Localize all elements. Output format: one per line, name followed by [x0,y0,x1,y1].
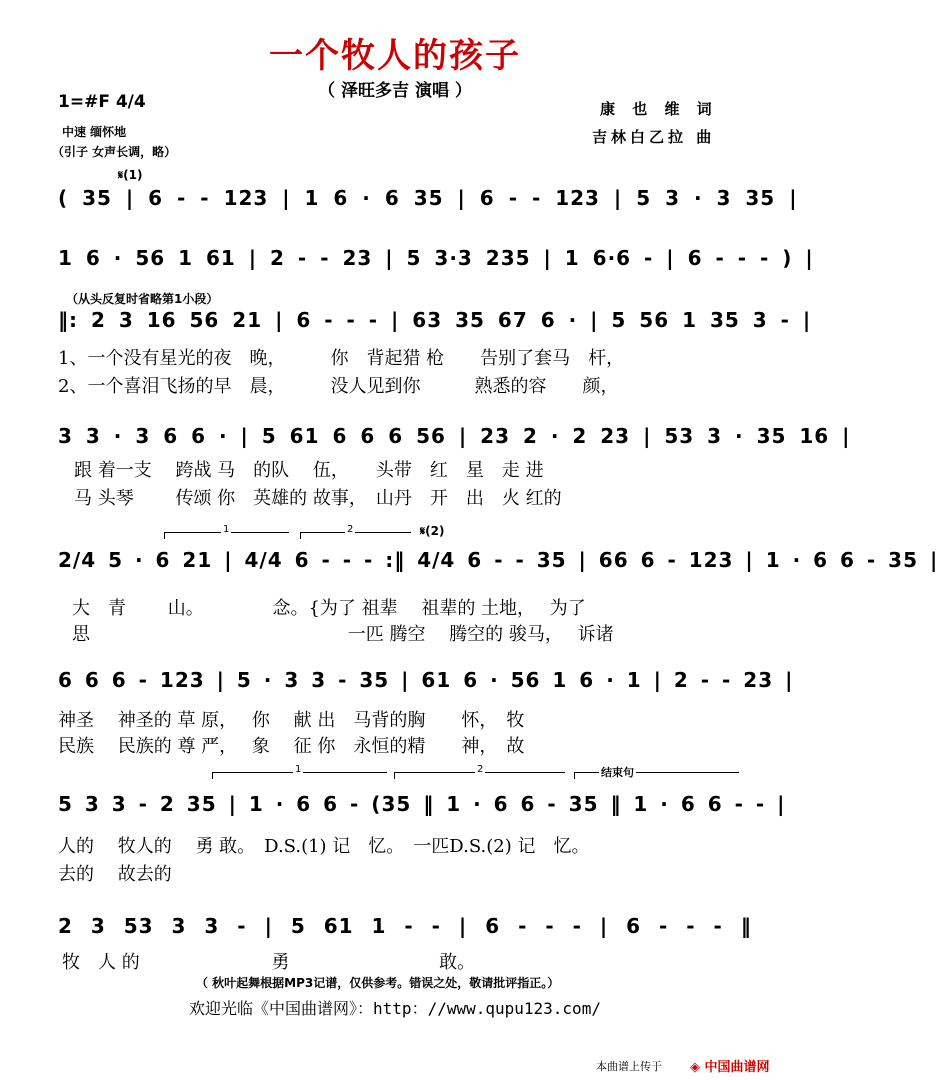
score-row-6: 6 6 6 - 123 | 5 · 3 3 - 35 | 61 6 · 56 1 6 · 1 | 2 - - 23 | [58,668,794,692]
key-signature: 1=#F 4/4 [58,92,146,112]
lyric-row-5-verse-2: 思 一匹 腾空 腾空的 骏马， 诉诸 [72,624,614,645]
ending-bracket: 结束句 [574,772,739,779]
brand-name: 中国曲谱网 [704,1060,770,1075]
score-row-5: 2/4 5 · 6 21 | 4/4 6 - - - :‖ 4/4 6 - - 35 | 66 6 - 123 | 1 · 6 6 - 35 | [58,548,938,572]
brand-icon: ◈ [690,1060,700,1075]
segno-sign-2: 𝄋(2) [420,524,445,538]
volta-bracket-2b: 2 [394,772,565,779]
lyric-row-6-verse-2: 民族 民族的 尊 严， 象 征 你 永恒的精 神， 故 [58,736,525,757]
volta-bracket-2: 2 [300,532,411,539]
segno-sign-1: 𝄋(1) [118,168,143,182]
lyric-row-4-verse-2: 马 头琴 传颂 你 英雄的 故事， 山丹 开 出 火 红的 [74,488,562,509]
lyric-row-4-verse-1: 跟 着一支 跨战 马 的队 伍， 头带 红 星 走 进 [74,460,544,481]
score-row-8: 2 3 53 3 3 - | 5 61 1 - - | 6 - - - | 6 - - - ‖ [58,914,752,938]
volta-bracket-1b: 1 [212,772,387,779]
welcome-link[interactable]: 欢迎光临《中国曲谱网》：http：//www.qupu123.com/ [189,999,601,1018]
volta-bracket-1: 1 [164,532,289,539]
score-row-3: ‖: 2 3 16 56 21 | 6 - - - | 63 35 67 6 · | 5 56 1 35 3 - | [58,308,812,332]
score-row-2: 1 6 · 56 1 61 | 2 - - 23 | 5 3·3 235 | 1 6·6 - | 6 - - - ) | [58,246,814,270]
repeat-note: （从头反复时省略第1小段） [66,292,219,306]
upload-text: 本曲谱上传于 [596,1060,662,1073]
lyric-row-5-verse-1: 大 青 山。 念。{为了 祖辈 祖辈的 土地， 为了 [72,598,586,619]
lyric-row-8: 牧 人 的 勇 敢。 [62,952,476,973]
brand-logo[interactable] [690,1056,770,1075]
lyric-row-7-verse-1: 人的 牧人的 勇 敢。 D.S.(1) 记 忆。 一匹D.S.(2) 记 忆。 [58,836,590,857]
lyric-row-3-verse-2: 2、一个喜泪飞扬的早 晨， 没人见到你 熟悉的容 颜， [58,376,619,397]
score-row-4: 3 3 · 3 6 6 · | 5 61 6 6 6 56 | 23 2 · 2 23 | 53 3 · 35 16 | [58,424,851,448]
score-row-1: ( 35 | 6 - - 123 | 1 6 · 6 35 | 6 - - 123 | 5 3 · 3 35 | [58,186,798,210]
tempo-marking: 中速 缅怀地 [62,125,127,139]
singer-credit: （ 泽旺多吉 演唱 ） [318,81,472,101]
page-title: 一个牧人的孩子 [269,36,521,76]
score-row-7: 5 3 3 - 2 35 | 1 · 6 6 - (35 ‖ 1 · 6 6 - 35 ‖ 1 · 6 6 - - | [58,792,786,816]
lyricist-credit: 康 也 维 词 [600,100,718,118]
lyric-row-6-verse-1: 神圣 神圣的 草 原， 你 献 出 马背的胸 怀， 牧 [58,710,525,731]
intro-note: （引子 女声长调，略） [52,145,177,159]
composer-credit: 吉林白乙拉 曲 [592,128,716,146]
disclaimer-note: （ 秋叶起舞根据MP3记谱，仅供参考。错误之处，敬请批评指正。） [196,976,560,990]
lyric-row-3-verse-1: 1、一个没有星光的夜 晚， 你 背起猎 枪 告别了套马 杆， [58,348,625,369]
lyric-row-7-verse-2: 去的 故去的 [58,864,172,885]
